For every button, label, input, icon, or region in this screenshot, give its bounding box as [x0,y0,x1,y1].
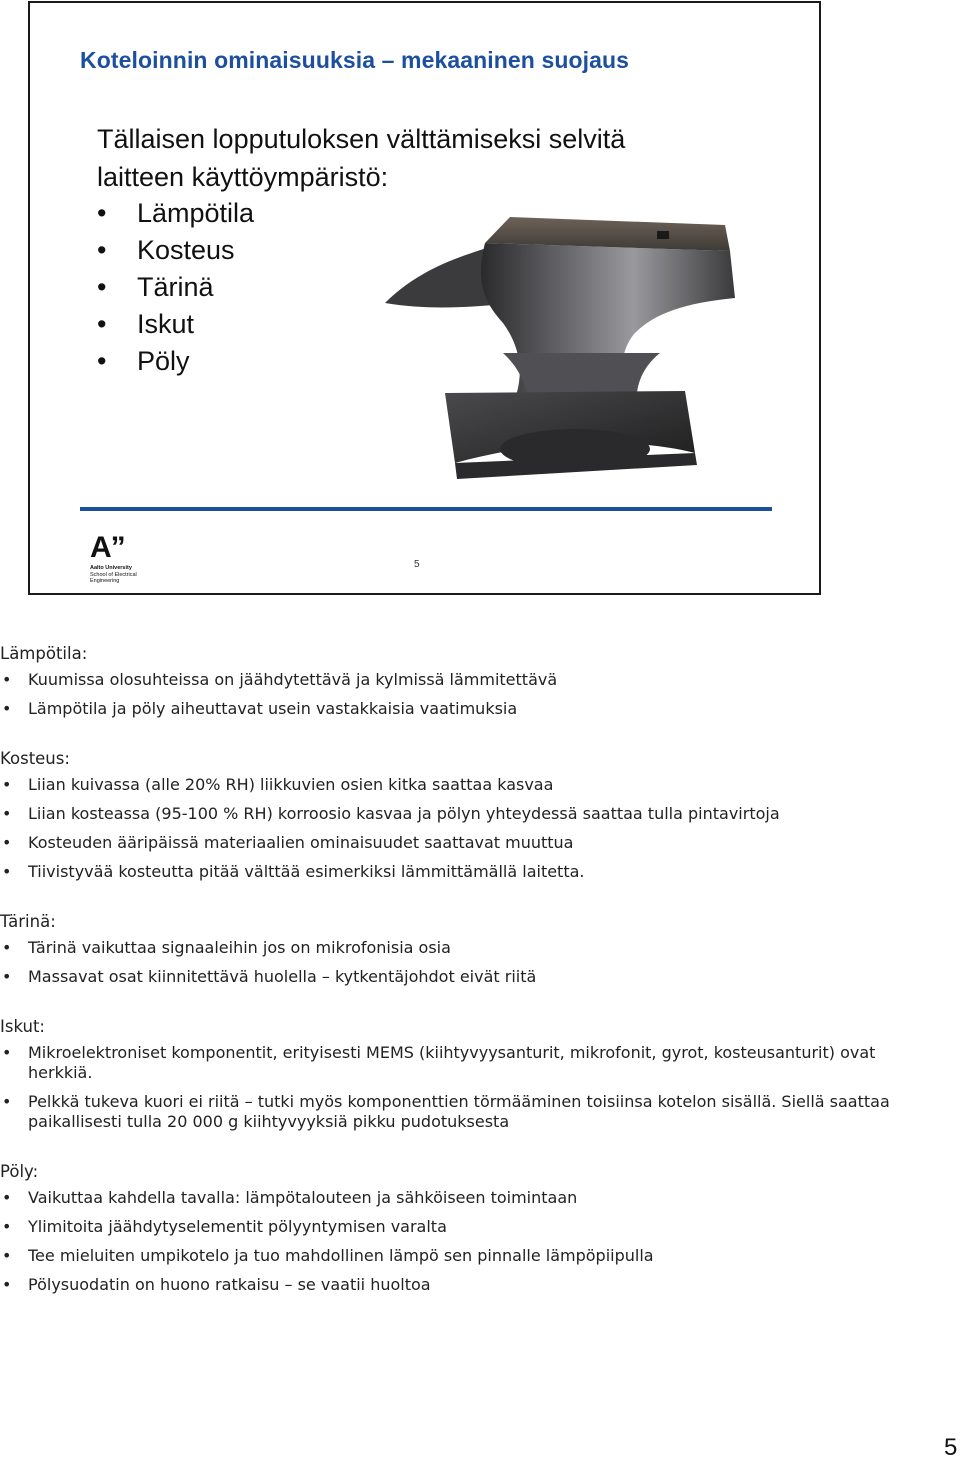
slide-bullet-text: Lämpötila [137,198,255,228]
notes-item-text: Pölysuodatin on huono ratkaisu – se vaatii huoltoa [28,1275,431,1294]
bullet-dot: • [2,775,12,794]
notes-item-text: Tiivistyvää kosteutta pitää välttää esimerkiksi lämmittämällä laitetta. [28,862,585,881]
bullet-dot: • [2,670,12,689]
notes-heading: Kosteus: [0,749,70,768]
slide-intro-line2: laitteen käyttöympäristö: [97,162,389,192]
notes-item-text: Kuumissa olosuhteissa on jäähdytettävä ja kylmissä lämmitettävä [28,670,558,689]
slide-bullet [97,195,254,232]
bullet-dot: • [97,346,107,376]
slide-intro [97,120,625,196]
notes-item [0,670,930,690]
notes-list [0,1188,930,1295]
logo-text [90,565,170,585]
notes-section-iskut [0,1015,930,1132]
bullet-dot: • [97,309,107,339]
notes-section-poly [0,1160,930,1295]
slide-bullet-list [97,195,254,380]
notes-list [0,938,930,987]
notes-list [0,1043,930,1132]
notes-heading: Lämpötila: [0,644,88,663]
slide-bullet [97,232,254,269]
notes-item-text: Liian kosteassa (95-100 % RH) korroosio kasvaa ja pölyn yhteydessä saattaa tulla pintavirtoja [28,804,780,823]
notes-item-text: Lämpötila ja pöly aiheuttavat usein vastakkaisia vaatimuksia [28,699,518,718]
notes-item-text: Pelkkä tukeva kuori ei riitä – tutki myös komponenttien törmääminen toisiinsa kotelon sisällä. Siellä saattaa paikallisesti tulla 20 000 g kiihtyvyyksiä pikku pudotuksesta [28,1092,890,1131]
notes-item [0,1275,930,1295]
notes-section-tarina [0,910,930,987]
notes-item-text: Massavat osat kiinnitettävä huolella – kytkentäjohdot eivät riitä [28,967,537,986]
notes-item [0,699,930,719]
notes-heading: Tärinä: [0,912,56,931]
bullet-dot: • [2,699,12,718]
bullet-dot: • [2,1246,12,1265]
notes-section-lampotila [0,642,930,719]
logo-line2: School of Electrical [90,571,137,578]
notes-list [0,775,930,882]
notes-item [0,1043,930,1083]
notes-list [0,670,930,719]
slide-frame [28,1,821,595]
slide-bullet-text: Tärinä [137,272,214,302]
bullet-dot: • [2,938,12,957]
logo-line1: Aalto University [90,565,132,571]
bullet-dot: • [97,235,107,265]
slide-intro-line1: Tällaisen lopputuloksen välttämiseksi selvitä [97,124,626,154]
slide-bullet-text: Pöly [137,346,190,376]
slide-bullet [97,269,254,306]
slide-bullet-text: Iskut [137,309,195,339]
slide-number: 5 [414,559,420,570]
notes-item [0,967,930,987]
logo-mark: A” [90,531,125,564]
bullet-dot: • [2,967,12,986]
notes-item [0,938,930,958]
notes-heading: Iskut: [0,1017,45,1036]
notes-item [0,1092,930,1132]
notes-item-text: Kosteuden ääripäissä materiaalien ominaisuudet saattavat muuttua [28,833,574,852]
anvil-image [385,203,745,493]
notes-section-kosteus [0,747,930,882]
notes-item [0,775,930,795]
bullet-dot: • [97,198,107,228]
notes-item-text: Ylimitoita jäähdytyselementit pölyyntymisen varalta [28,1217,447,1236]
notes-heading: Pöly: [0,1162,39,1181]
logo-line3: Engineering [90,578,120,584]
notes-item-text: Tärinä vaikuttaa signaaleihin jos on mikrofonisia osia [28,938,451,957]
notes-item [0,1188,930,1208]
hardy-hole [657,231,669,239]
bullet-dot: • [2,804,12,823]
aalto-logo [90,533,170,589]
notes-item [0,1217,930,1237]
notes-item [0,804,930,824]
page-number: 5 [944,1434,958,1461]
notes-item-text: Vaikuttaa kahdella tavalla: lämpötalouteen ja sähköiseen toimintaan [28,1188,578,1207]
bullet-dot: • [2,1275,12,1294]
speaker-notes [0,642,930,1304]
notes-item-text: Mikroelektroniset komponentit, erityisesti MEMS (kiihtyvyysanturit, mikrofonit, gyrot, kosteusanturit) ovat herkkiä. [28,1043,876,1082]
bullet-dot: • [2,1043,12,1062]
bullet-dot: • [2,862,12,881]
notes-item [0,833,930,853]
bullet-dot: • [2,1092,12,1111]
notes-item [0,862,930,882]
bullet-dot: • [2,1217,12,1236]
bullet-dot: • [2,1188,12,1207]
footer-rule [80,507,772,511]
slide-bullet [97,306,254,343]
notes-item [0,1246,930,1266]
slide-bullet-text: Kosteus [137,235,235,265]
notes-item-text: Liian kuivassa (alle 20% RH) liikkuvien osien kitka saattaa kasvaa [28,775,554,794]
bullet-dot: • [97,272,107,302]
slide-bullet [97,343,254,380]
slide-title: Koteloinnin ominaisuuksia – mekaaninen suojaus [80,47,630,73]
notes-item-text: Tee mieluiten umpikotelo ja tuo mahdollinen lämpö sen pinnalle lämpöpiipulla [28,1246,654,1265]
bullet-dot: • [2,833,12,852]
